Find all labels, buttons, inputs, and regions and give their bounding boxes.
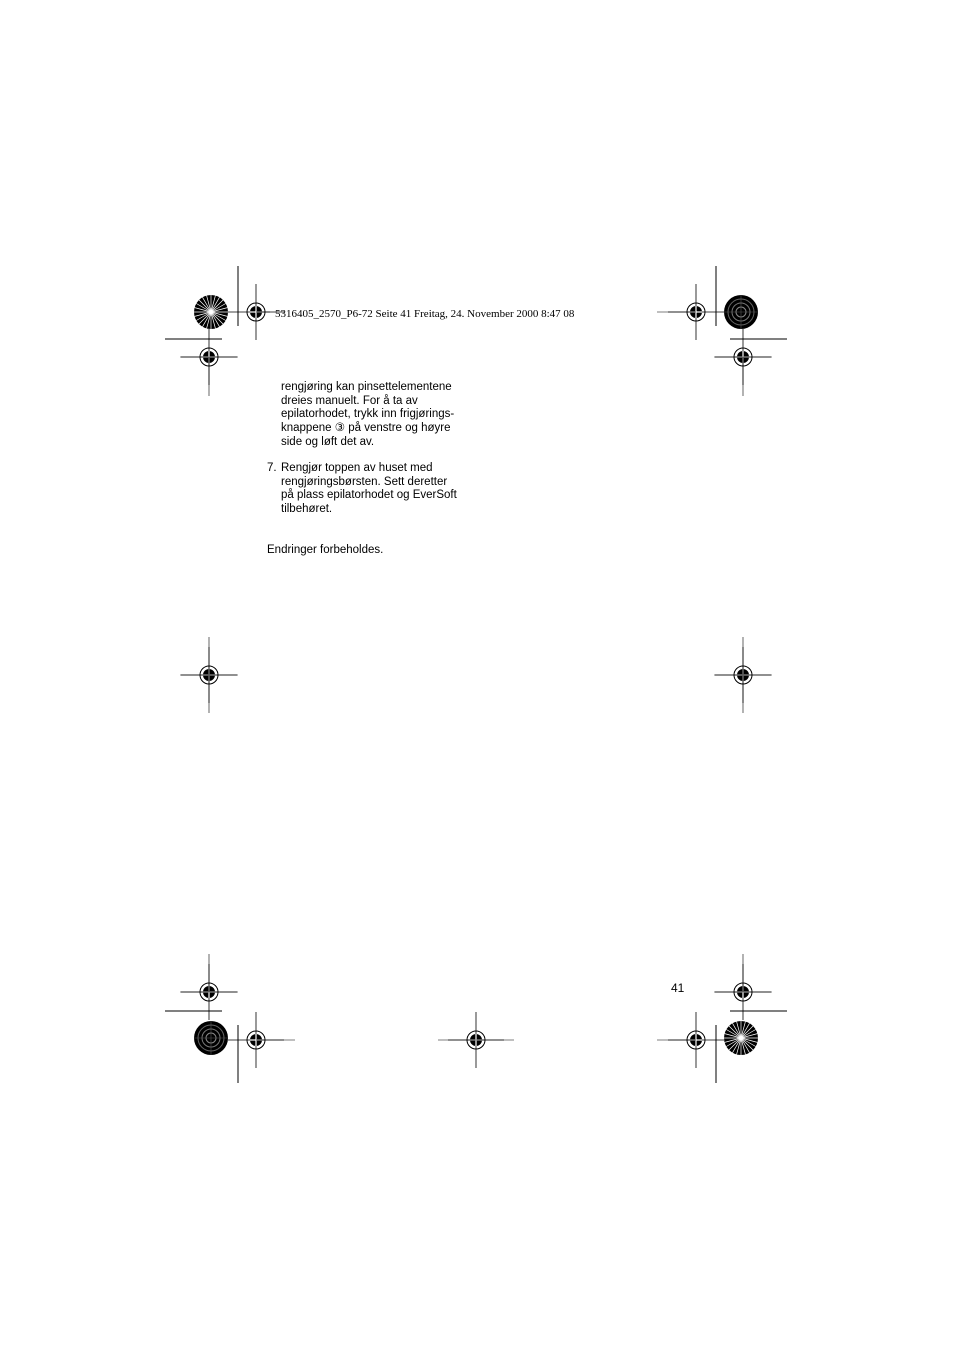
text-line: dreies manuelt. For å ta av (281, 394, 418, 407)
text-line: side og løft det av. (281, 435, 375, 448)
text-line: tilbehøret. (281, 503, 333, 516)
page-number: 41 (671, 981, 685, 995)
step-number: 7. (267, 462, 277, 474)
text-line: rengjøring kan pinsettelementene (281, 381, 452, 393)
print-slug-line: 5316405_2570_P6-72 Seite 41 Freitag, 24. November 2000 8:47 08 (275, 308, 575, 320)
text-line: epilatorhodet, trykk inn frigjørings- (281, 408, 455, 421)
continuation-paragraph (281, 381, 481, 450)
change-notice: Endringer forbeholdes. (267, 544, 384, 556)
text-line: rengjøringsbørsten. Sett deretter (281, 475, 448, 488)
text-line: Rengjør toppen av huset med (281, 462, 433, 474)
text-line: på plass epilatorhodet og EverSoft (281, 489, 457, 502)
text-line: knappene ③ på venstre og høyre (281, 422, 451, 435)
step-text (281, 462, 457, 517)
